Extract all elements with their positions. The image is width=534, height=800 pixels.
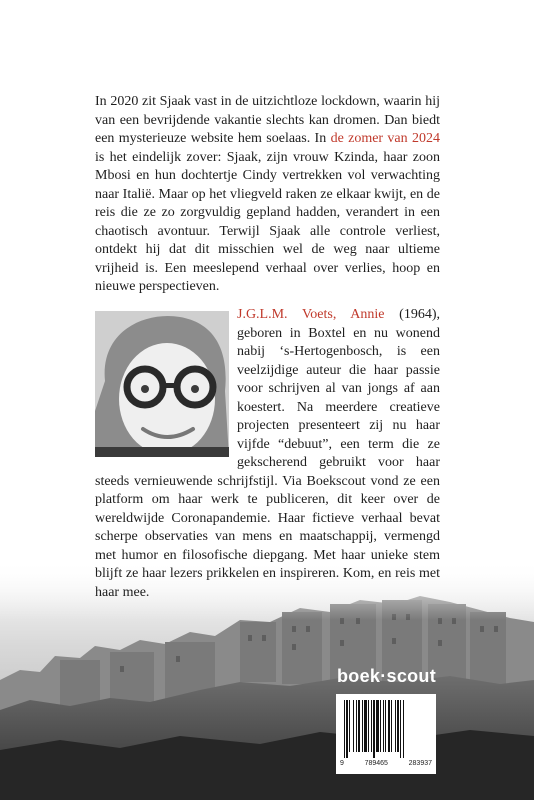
- barcode-bar: [349, 700, 350, 752]
- barcode-bar: [388, 700, 390, 752]
- barcode-bar: [376, 700, 379, 752]
- barcode-bar: [344, 700, 345, 758]
- barcode-bar: [403, 700, 404, 758]
- back-cover-blurb: [95, 93, 440, 297]
- barcode-bar: [353, 700, 354, 752]
- publisher-logo: [337, 666, 436, 687]
- barcode-bar: [383, 700, 384, 752]
- barcode-bars: [342, 700, 430, 758]
- blurb-highlight: de zomer van 2024: [330, 131, 440, 146]
- barcode-bar: [391, 700, 392, 752]
- barcode-bar: [380, 700, 381, 752]
- author-portrait: [95, 311, 229, 457]
- isbn-number: [340, 760, 432, 767]
- bio-text: (1964), geboren in Boxtel en nu wonend nabij ‘s-Hertogenbosch, is een veelzijdige auteur die haar passie voor schrijven al van jongs af aan koestert. Na meerdere creatieve projecten presenteert zij nu haar vijfde “debuut”, een term die ze gekscherend gebruikt voor haar steeds vernieuwende schrijfstijl. Via Boekscout vond ze een platform om haar werk te publiceren, dit keer over de wereldwijde Coronapandemie. Haar fictieve verhaal bevat scherpe observaties van mens en maatschappij, vermengd met humor en filosofische diepgang. Met haar unieke stem blijft ze haar lezers prikkelen en inspireren. Kom, en reis met haar mee.: [95, 307, 440, 600]
- barcode-bar: [368, 700, 369, 752]
- author-bio: [95, 306, 440, 602]
- isbn-lead-digit: 9: [340, 760, 344, 767]
- barcode-bar: [371, 700, 372, 752]
- barcode-bar: [346, 700, 348, 758]
- logo-part-boek: boek: [337, 666, 381, 686]
- barcode-bar: [358, 700, 360, 752]
- blurb-text-end: is het eindelijk zover: Sjaak, zijn vrouw Kzinda, haar zoon Mbosi en hun dochtertje Cindy vertrekken vol verwachting naar Italië. Maar op het vliegveld raken ze elkaar kwijt, en de reis die ze zo zorgvuldig gepland hadden, verandert in een chaotisch avontuur. Terwijl Sjaak alle controle verliest, ontdekt hij dat dit misschien wel de weg naar ultieme vrijheid is. Een meeslepend verhaal over verlies, hoop en nieuwe perspectieven.: [95, 149, 440, 294]
- barcode-bar: [400, 700, 401, 758]
- barcode-bar: [362, 700, 363, 752]
- isbn-group-1: 789465: [364, 760, 388, 767]
- barcode-bar: [395, 700, 396, 752]
- author-name: J.G.L.M. Voets, Annie: [237, 307, 385, 322]
- barcode-bar: [385, 700, 386, 752]
- logo-dot: ·: [380, 666, 387, 686]
- barcode-bar: [373, 700, 375, 758]
- isbn-barcode: [336, 694, 436, 774]
- isbn-group-2: 283937: [408, 760, 432, 767]
- barcode-bar: [364, 700, 367, 752]
- logo-part-scout: scout: [386, 666, 437, 686]
- blurb-text-start: In 2020 zit Sjaak vast in de uitzichtloze lockdown, waarin hij van een bevrijdende vakantie slechts kan dromen. Dan biedt een mysterieuze website hem soelaas. In: [95, 94, 440, 146]
- barcode-bar: [397, 700, 399, 752]
- barcode-bar: [356, 700, 357, 752]
